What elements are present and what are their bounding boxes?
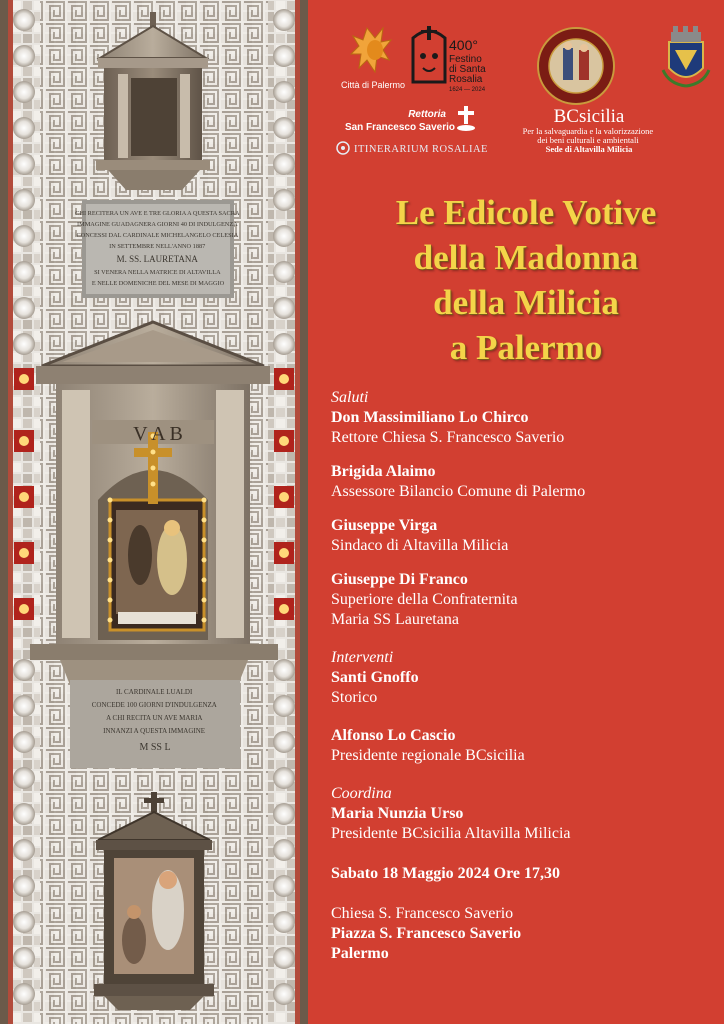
- confraternita-seal: [538, 28, 614, 104]
- title-line: della Madonna: [413, 238, 639, 277]
- plaque1-line: E NELLE DOMENICHE DEL MESE DI MAGGIO: [91, 280, 225, 287]
- plaque2-line: INNANZI A QUESTA IMMAGINE: [103, 727, 206, 735]
- plaque2-line: IL CARDINALE LUALDI: [115, 688, 193, 696]
- edicole-photo-illustration: [0, 0, 308, 1024]
- speaker-role: Presidente regionale BCsicilia: [331, 747, 525, 764]
- plaque1-line: IN SETTEMBRE NELL'ANNO 1887: [109, 243, 206, 250]
- bc-tagline: Per la salvaguardia e la valorizzazione: [522, 126, 654, 136]
- section-heading-saluti: Saluti: [331, 389, 369, 406]
- plaque2-line: M SS L: [139, 742, 171, 753]
- title-line: Le Edicole Votive: [395, 193, 657, 232]
- speaker-role: Sindaco di Altavilla Milicia: [331, 537, 509, 554]
- festino-logo: [413, 26, 445, 82]
- festino-text: Festino: [449, 54, 482, 65]
- bc-tagline: dei beni culturali e ambientali: [537, 135, 639, 145]
- festino-number: 400°: [449, 37, 478, 53]
- speaker-role: Storico: [331, 689, 378, 706]
- speaker-role: Superiore della Confraternita: [331, 591, 518, 608]
- palermo-eagle-logo: [351, 28, 391, 72]
- title-line: a Palermo: [449, 328, 603, 367]
- event-date: Sabato 18 Maggio 2024 Ore 17,30: [331, 865, 561, 882]
- bc-logo-rest: sicilia: [578, 106, 625, 127]
- itinerarium-label: ITINERARIUM ROSALIAE: [354, 144, 488, 155]
- plaque1-line: CHI RECITERA UN AVE E TRE GLORIA A QUESTA SACRA: [75, 210, 240, 217]
- city-label: Città di Palermo: [340, 80, 406, 90]
- info-panel: [308, 0, 724, 1024]
- title-line: della Milicia: [433, 283, 619, 322]
- speaker-name: Don Massimiliano Lo Chirco: [331, 409, 529, 426]
- section-heading-coordina: Coordina: [331, 785, 392, 802]
- venue-city: Palermo: [331, 945, 389, 962]
- plaque1-line: SI VENERA NELLA MATRICE DI ALTAVILLA: [94, 269, 221, 276]
- svg-text:Per la salvaguardia e la valor: [523, 126, 656, 154]
- rettoria-label: Rettoria: [408, 109, 446, 120]
- speaker-name: Brigida Alaimo: [331, 463, 436, 480]
- speaker-role: Assessore Bilancio Comune di Palermo: [331, 483, 586, 500]
- festino-years: 1624 — 2024: [449, 87, 486, 93]
- speaker-name: Alfonso Lo Cascio: [331, 727, 456, 744]
- event-title: [331, 190, 721, 370]
- plaque1-line: IMMAGINE GUADAGNERA GIORNI 40 DI INDULGENZA: [77, 221, 238, 228]
- speaker-name: Giuseppe Di Franco: [331, 571, 468, 588]
- logos-area: [331, 20, 724, 170]
- event-program: [331, 388, 721, 964]
- speaker-name: Santi Gnoffo: [331, 669, 419, 686]
- speaker-role: Rettore Chiesa S. Francesco Saverio: [331, 429, 565, 446]
- plaque1-line: CONCESSI DAL CARDINALE MICHELANGELO CELESIA: [76, 232, 238, 239]
- itinerarium-icon: [337, 142, 349, 154]
- festino-text: Rosalia: [449, 74, 483, 85]
- vab-inscription: V A B: [133, 423, 183, 445]
- svg-text:400° Festino: [449, 37, 490, 93]
- speaker-role: Presidente BCsicilia Altavilla Milicia: [331, 825, 571, 842]
- svg-text:BCsicilia: [554, 106, 625, 127]
- rettoria-name: San Francesco Saverio: [344, 122, 455, 133]
- plaque2-line: A CHI RECITA UN AVE MARIA: [106, 714, 203, 722]
- plaque2-line: CONCEDE 100 GIORNI D'INDULGENZA: [91, 701, 217, 709]
- speaker-role: Maria SS Lauretana: [331, 611, 459, 628]
- bc-tagline: Sede di Altavilla Milicia: [545, 144, 633, 154]
- speaker-name: Maria Nunzia Urso: [331, 805, 464, 822]
- venue-line: Piazza S. Francesco Saverio: [331, 925, 522, 942]
- festino-text: di Santa: [449, 64, 486, 75]
- plaque1-line: M. SS. LAURETANA: [116, 254, 198, 264]
- cross-icon: [457, 106, 475, 131]
- main-edicola: [30, 322, 278, 700]
- section-heading-interventi: Interventi: [331, 649, 394, 666]
- speaker-name: Giuseppe Virga: [331, 517, 438, 534]
- venue-line: Chiesa S. Francesco Saverio: [331, 905, 514, 922]
- photo-collage: [0, 0, 308, 1024]
- bc-logo-b: BC: [553, 106, 579, 127]
- altavilla-crest: [663, 26, 709, 86]
